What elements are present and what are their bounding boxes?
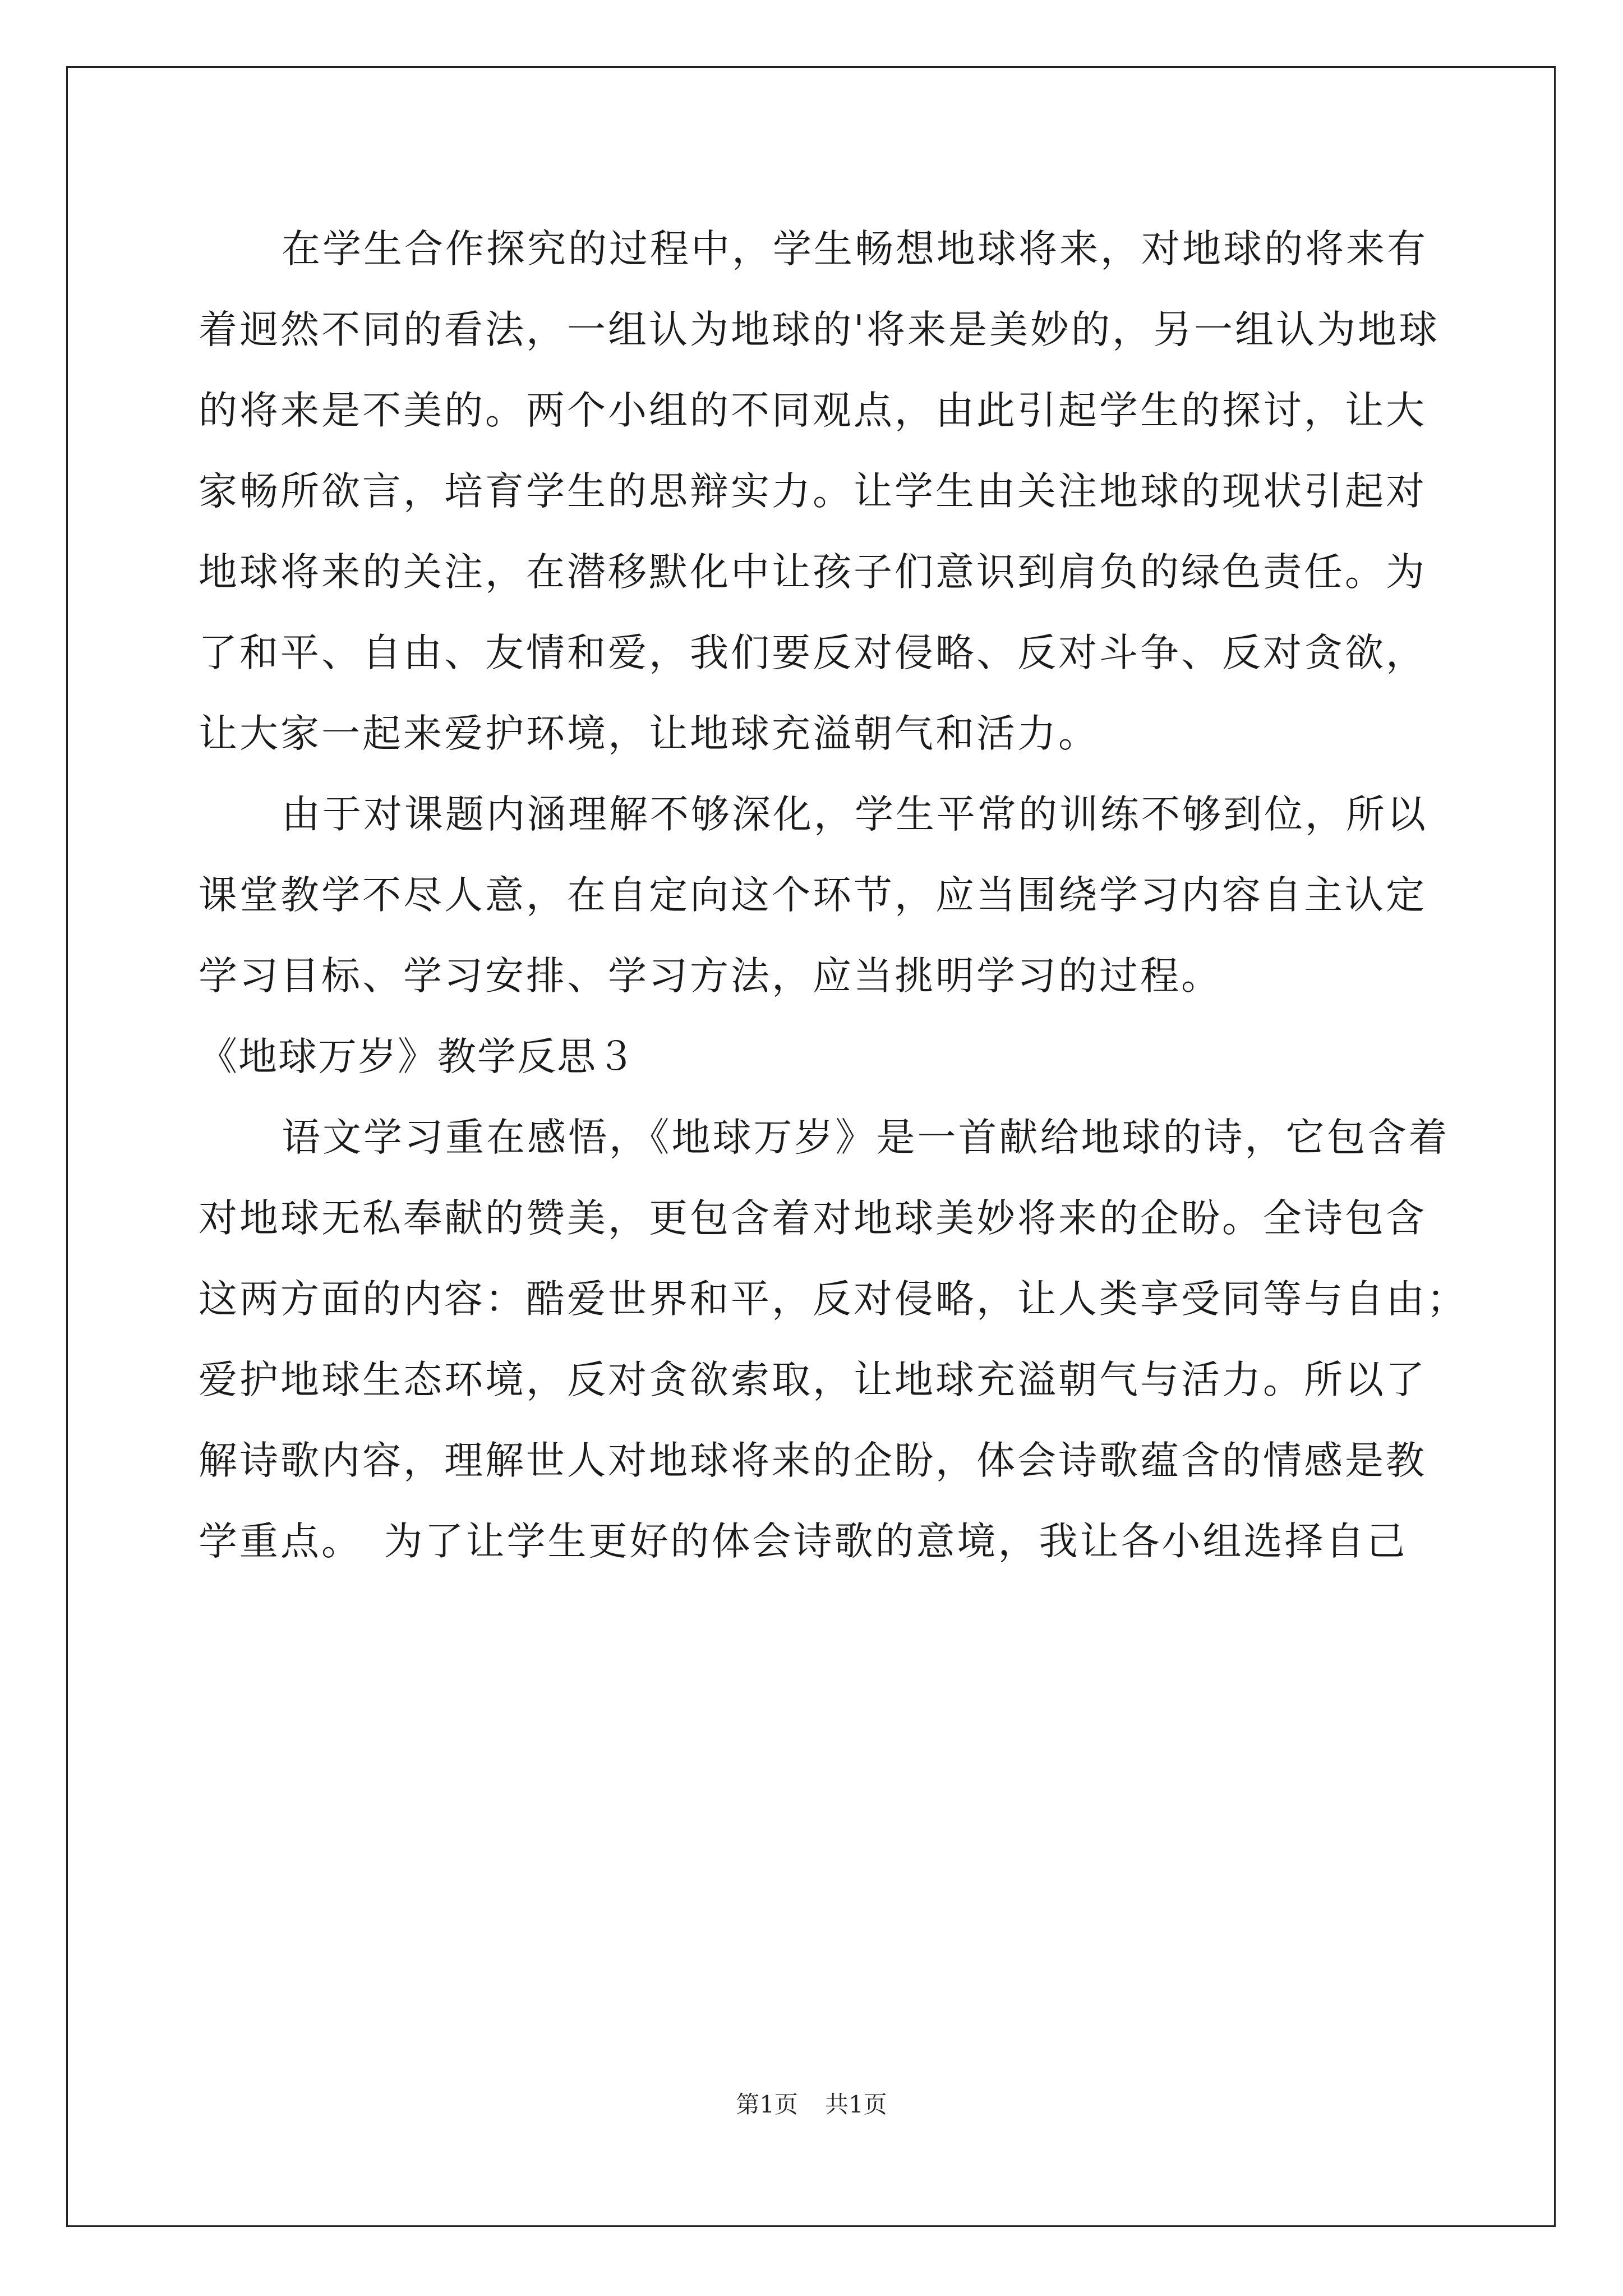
paragraph-line: 学习目标、学习安排、学习方法，应当挑明学习的过程。 bbox=[199, 954, 1222, 999]
page-footer bbox=[0, 2088, 1623, 2122]
paragraph-line: 语文学习重在感悟，《地球万岁》是一首献给地球的诗，它包含着 bbox=[282, 1115, 1450, 1160]
paragraph-line: 在学生合作探究的过程中，学生畅想地球将来，对地球的将来有 bbox=[282, 227, 1428, 272]
paragraph-line: 地球将来的关注，在潜移默化中让孩子们意识到肩负的绿色责任。为 bbox=[199, 550, 1427, 595]
paragraph-line: 课堂教学不尽人意，在自定向这个环节，应当围绕学习内容自主认定 bbox=[199, 873, 1427, 918]
paragraph-line: 由于对课题内涵理解不够深化，学生平常的训练不够到位，所以 bbox=[282, 792, 1428, 837]
paragraph-line: 家畅所欲言，培育学生的思辩实力。让学生由关注地球的现状引起对 bbox=[199, 469, 1427, 514]
page-number: 第1页 bbox=[736, 2091, 798, 2118]
page-total: 共1页 bbox=[825, 2091, 887, 2118]
section-heading: 《地球万岁》教学反思３ bbox=[199, 1034, 637, 1079]
paragraph-line: 学重点。 为了让学生更好的体会诗歌的意境，我让各小组选择自己 bbox=[199, 1519, 1408, 1564]
paragraph-line: 了和平、自由、友情和爱，我们要反对侵略、反对斗争、反对贪欲， bbox=[199, 631, 1427, 675]
document-body bbox=[199, 209, 1468, 1582]
paragraph-line: 这两方面的内容：酷爱世界和平，反对侵略，让人类享受同等与自由； bbox=[199, 1277, 1468, 1322]
paragraph-line: 着迥然不同的看法，一组认为地球的'将来是美妙的，另一组认为地球 bbox=[199, 307, 1440, 352]
paragraph-line: 解诗歌内容，理解世人对地球将来的企盼，体会诗歌蕴含的情感是教 bbox=[199, 1438, 1427, 1483]
paragraph-line: 对地球无私奉献的赞美，更包含着对地球美妙将来的企盼。全诗包含 bbox=[199, 1196, 1427, 1241]
paragraph-line: 爱护地球生态环境，反对贪欲索取，让地球充溢朝气与活力。所以了 bbox=[199, 1358, 1427, 1402]
paragraph-line: 让大家一起来爱护环境，让地球充溢朝气和活力。 bbox=[199, 711, 1099, 756]
paragraph-line: 的将来是不美的。两个小组的不同观点，由此引起学生的探讨，让大 bbox=[199, 388, 1427, 433]
